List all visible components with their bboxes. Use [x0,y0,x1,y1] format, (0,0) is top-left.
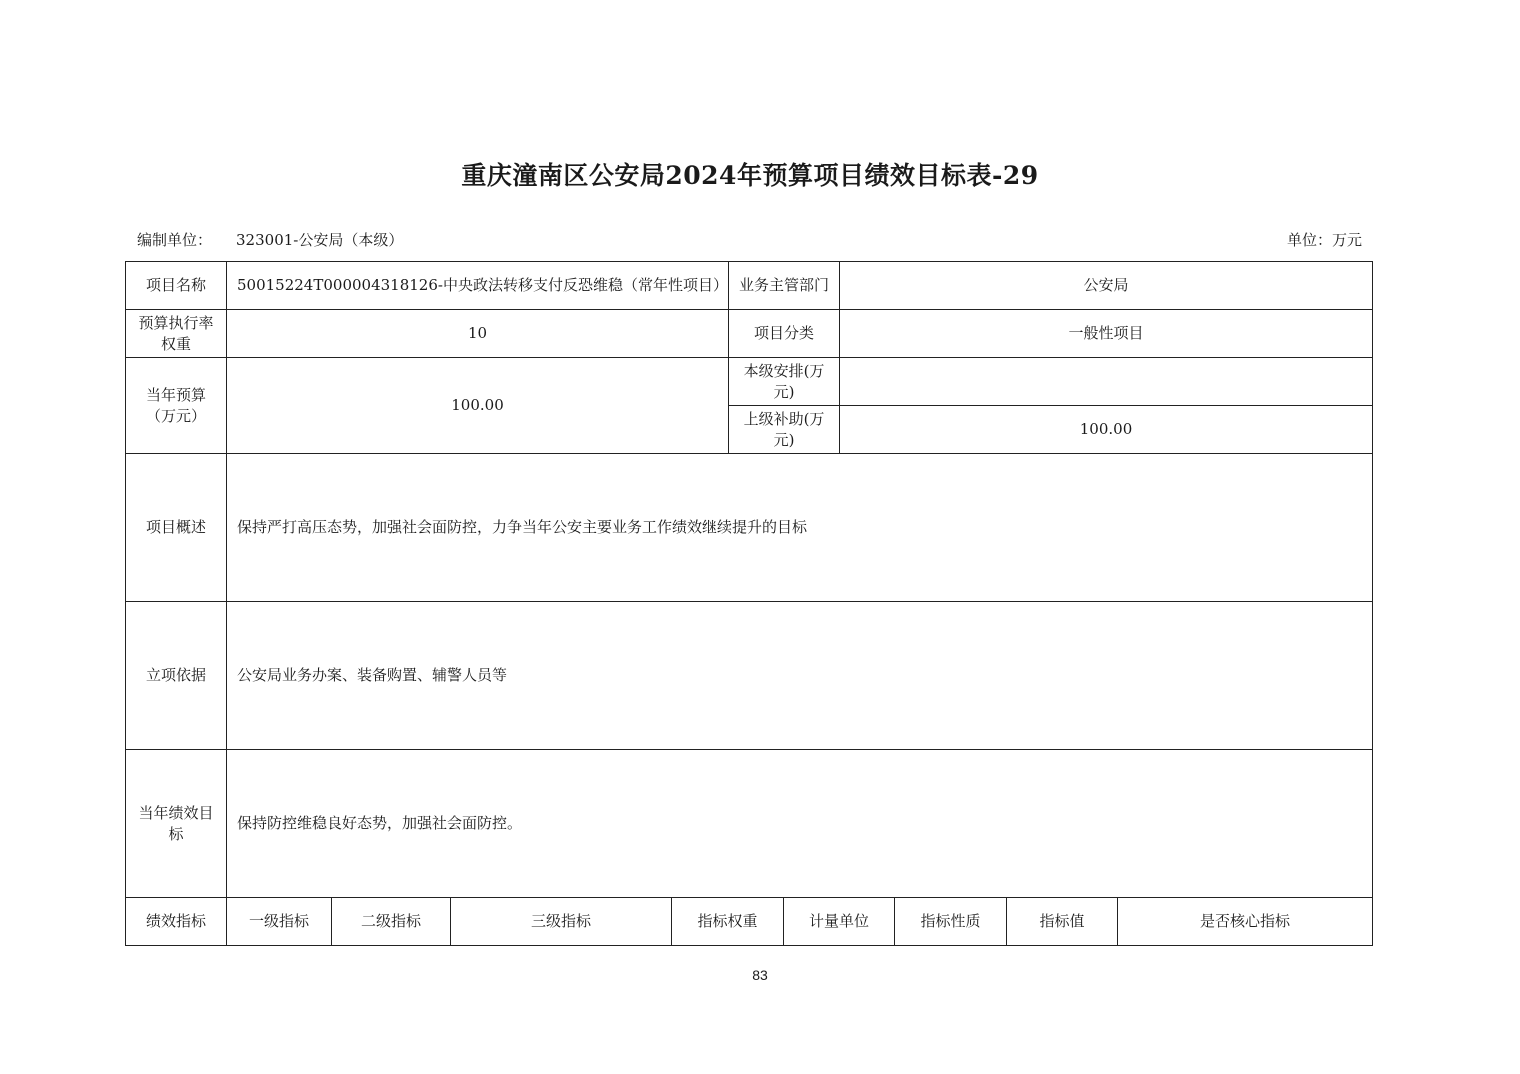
local-value [839,357,1373,406]
indicator-header: 指标性质 [894,897,1007,946]
basis-label: 立项依据 [125,601,227,750]
category-value: 一般性项目 [839,309,1373,358]
indicator-header: 指标值 [1006,897,1118,946]
local-label: 本级安排(万元) [728,357,840,406]
performance-table [126,262,1373,947]
budget-value: 100.00 [226,357,729,454]
basis-value: 公安局业务办案、装备购置、辅警人员等 [226,601,1373,750]
upper-value: 100.00 [839,405,1373,454]
indicator-header: 一级指标 [226,897,332,946]
indicator-header: 绩效指标 [125,897,227,946]
org-value: 323001-公安局（本级） [236,231,404,249]
upper-label: 上级补助(万元) [728,405,840,454]
indicator-header: 指标权重 [671,897,784,946]
indicator-header: 计量单位 [783,897,895,946]
page-number: 83 [752,967,768,983]
dept-label: 业务主管部门 [728,261,840,310]
unit-label: 单位：万元 [1286,231,1362,249]
budget-label: 当年预算（万元） [125,357,227,454]
org-info [137,229,403,250]
indicator-header: 三级指标 [450,897,672,946]
weight-value: 10 [226,309,729,358]
goal-label: 当年绩效目标 [125,749,227,898]
overview-value: 保持严打高压态势，加强社会面防控，力争当年公安主要业务工作绩效继续提升的目标 [226,453,1373,602]
category-label: 项目分类 [728,309,840,358]
overview-label: 项目概述 [125,453,227,602]
goal-value: 保持防控维稳良好态势，加强社会面防控。 [226,749,1373,898]
weight-label: 预算执行率权重 [125,309,227,358]
project-name-value: 50015224T000004318126-中央政法转移支付反恐维稳（常年性项目） [226,261,729,310]
dept-value: 公安局 [839,261,1373,310]
page-title: 重庆潼南区公安局2024年预算项目绩效目标表-29 [461,161,1039,190]
indicator-header: 二级指标 [331,897,451,946]
org-label: 编制单位： [137,231,213,249]
project-name-label: 项目名称 [125,261,227,310]
indicator-header: 是否核心指标 [1117,897,1373,946]
